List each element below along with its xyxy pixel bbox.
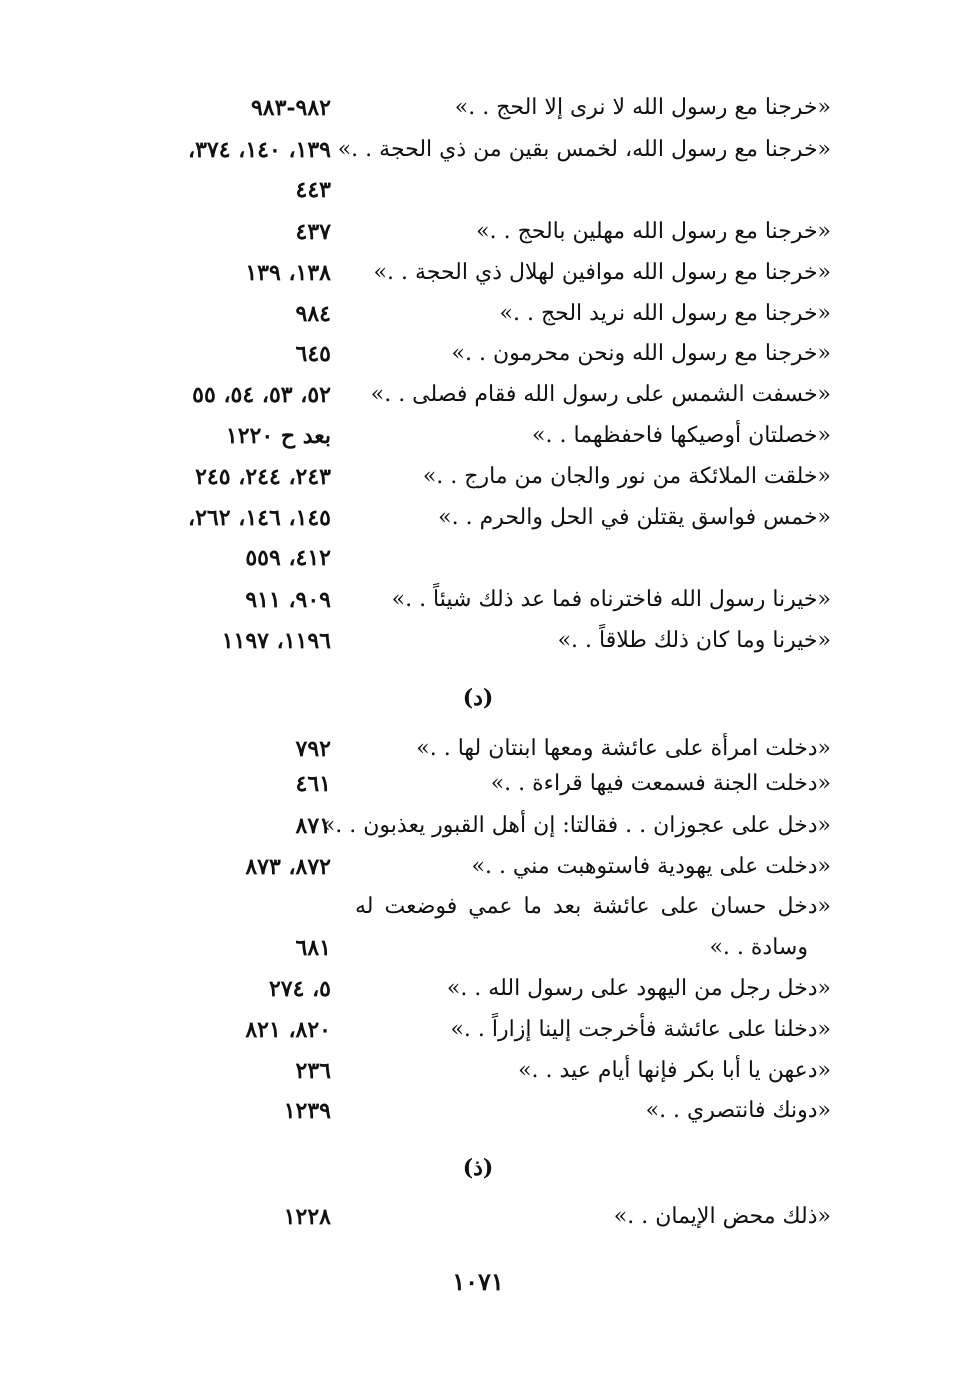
index-entry bbox=[0, 1197, 956, 1237]
entry-pages: ٩٨٢-٩٨٣ bbox=[250, 95, 331, 121]
index-entry bbox=[0, 294, 956, 334]
index-entry bbox=[0, 764, 956, 804]
index-entry bbox=[0, 729, 956, 769]
entry-pages: بعد ح ١٢٢٠ bbox=[225, 423, 331, 449]
entry-text: «دخل على عجوزان . . فقالتا: إن أهل القبور يعذبون . .» bbox=[321, 813, 831, 838]
entry-text: «ذلك محض الإيمان . .» bbox=[613, 1204, 831, 1229]
index-entry-continuation bbox=[0, 538, 956, 578]
entry-pages: ٤١٢، ٥٥٩ bbox=[245, 545, 331, 571]
entry-text: «خرجنا مع رسول الله نريد الحج . .» bbox=[499, 301, 831, 326]
entry-text: وسادة . .» bbox=[709, 935, 808, 960]
entry-pages: ٥٢، ٥٣، ٥٤، ٥٥ bbox=[192, 382, 331, 408]
entry-pages: ٦٤٥ bbox=[295, 341, 331, 367]
entry-text: «خيرنا وما كان ذلك طلاقاً . .» bbox=[557, 628, 831, 653]
entry-text: «خرجنا مع رسول الله، لخمس بقين من ذي الحجة . .» bbox=[337, 137, 831, 162]
index-entry bbox=[0, 498, 956, 538]
index-entry bbox=[0, 887, 956, 927]
entry-pages: ١٣٩، ١٤٠، ٣٧٤، bbox=[188, 137, 331, 163]
entry-text: «دخلنا على عائشة فأخرجت إلينا إزاراً . .» bbox=[450, 1017, 831, 1042]
index-entry bbox=[0, 212, 956, 252]
index-entry bbox=[0, 969, 956, 1009]
entry-text: «خمس فواسق يقتلن في الحل والحرم . .» bbox=[438, 505, 831, 530]
index-entry-continuation bbox=[0, 170, 956, 210]
section-heading: (د) bbox=[462, 685, 494, 711]
index-entry bbox=[0, 1091, 956, 1131]
entry-pages: ١٢٣٩ bbox=[283, 1098, 331, 1124]
entry-pages: ١٤٥، ١٤٦، ٢٦٢، bbox=[188, 505, 331, 531]
entry-pages: ١٢٢٨ bbox=[283, 1204, 331, 1230]
entry-pages: ١١٩٦، ١١٩٧ bbox=[221, 628, 331, 654]
index-entry bbox=[0, 1051, 956, 1091]
entry-text: «خرجنا مع رسول الله موافين لهلال ذي الحجة . .» bbox=[373, 260, 831, 285]
entry-pages: ٤٤٣ bbox=[295, 177, 331, 203]
entry-pages: ٥، ٢٧٤ bbox=[268, 976, 331, 1002]
entry-pages: ١٣٨، ١٣٩ bbox=[245, 260, 331, 286]
entry-pages: ٨٧١ bbox=[295, 813, 331, 839]
index-entry bbox=[0, 416, 956, 456]
entry-text: «خيرنا رسول الله فاخترناه فما عد ذلك شيئاً . .» bbox=[391, 587, 831, 612]
entry-text: «دخلت على يهودية فاستوهبت مني . .» bbox=[471, 854, 831, 879]
entry-pages: ٢٤٣، ٢٤٤، ٢٤٥ bbox=[195, 464, 331, 490]
entry-pages: ٢٣٦ bbox=[295, 1058, 331, 1084]
entry-pages: ٨٢٠، ٨٢١ bbox=[245, 1017, 331, 1043]
entry-text: «دخلت الجنة فسمعت فيها قراءة . .» bbox=[490, 771, 831, 796]
section-heading: (ذ) bbox=[462, 1155, 494, 1181]
entry-pages: ٤٦١ bbox=[295, 771, 331, 797]
entry-pages: ٨٧٢، ٨٧٣ bbox=[245, 854, 331, 880]
entry-text: «دخل رجل من اليهود على رسول الله . .» bbox=[446, 976, 831, 1001]
index-entry bbox=[0, 806, 956, 846]
entry-pages: ٩٨٤ bbox=[295, 301, 331, 327]
index-entry bbox=[0, 580, 956, 620]
index-entry bbox=[0, 253, 956, 293]
index-entry-continuation bbox=[0, 928, 956, 968]
entry-text: «خصلتان أوصيكها فاحفظهما . .» bbox=[532, 423, 831, 448]
entry-text: «خسفت الشمس على رسول الله فقام فصلى . .» bbox=[370, 382, 831, 407]
page-number: ١٠٧١ bbox=[452, 1267, 504, 1296]
entry-pages: ٩٠٩، ٩١١ bbox=[245, 587, 331, 613]
entry-text: «خلقت الملائكة من نور والجان من مارج . .» bbox=[422, 464, 831, 489]
index-entry bbox=[0, 1010, 956, 1050]
entry-text: «دخل حسان على عائشة بعد ما عمي فوضعت له bbox=[355, 894, 831, 919]
index-entry bbox=[0, 130, 956, 170]
entry-text: «دعهن يا أبا بكر فإنها أيام عيد . .» bbox=[518, 1058, 831, 1083]
entry-text: «دونك فانتصري . .» bbox=[645, 1098, 831, 1123]
index-entry bbox=[0, 847, 956, 887]
entry-text: «خرجنا مع رسول الله مهلين بالحج . .» bbox=[476, 219, 831, 244]
entry-pages: ٧٩٢ bbox=[295, 736, 331, 762]
index-entry bbox=[0, 457, 956, 497]
entry-pages: ٦٨١ bbox=[295, 935, 331, 961]
index-entry bbox=[0, 621, 956, 661]
entry-pages: ٤٣٧ bbox=[295, 219, 331, 245]
entry-text: «دخلت امرأة على عائشة ومعها ابنتان لها . .» bbox=[416, 736, 831, 761]
entry-text: «خرجنا مع رسول الله لا نرى إلا الحج . .» bbox=[454, 95, 831, 120]
entry-text: «خرجنا مع رسول الله ونحن محرمون . .» bbox=[451, 341, 831, 366]
index-entry bbox=[0, 88, 956, 128]
index-entry bbox=[0, 375, 956, 415]
index-entry bbox=[0, 334, 956, 374]
